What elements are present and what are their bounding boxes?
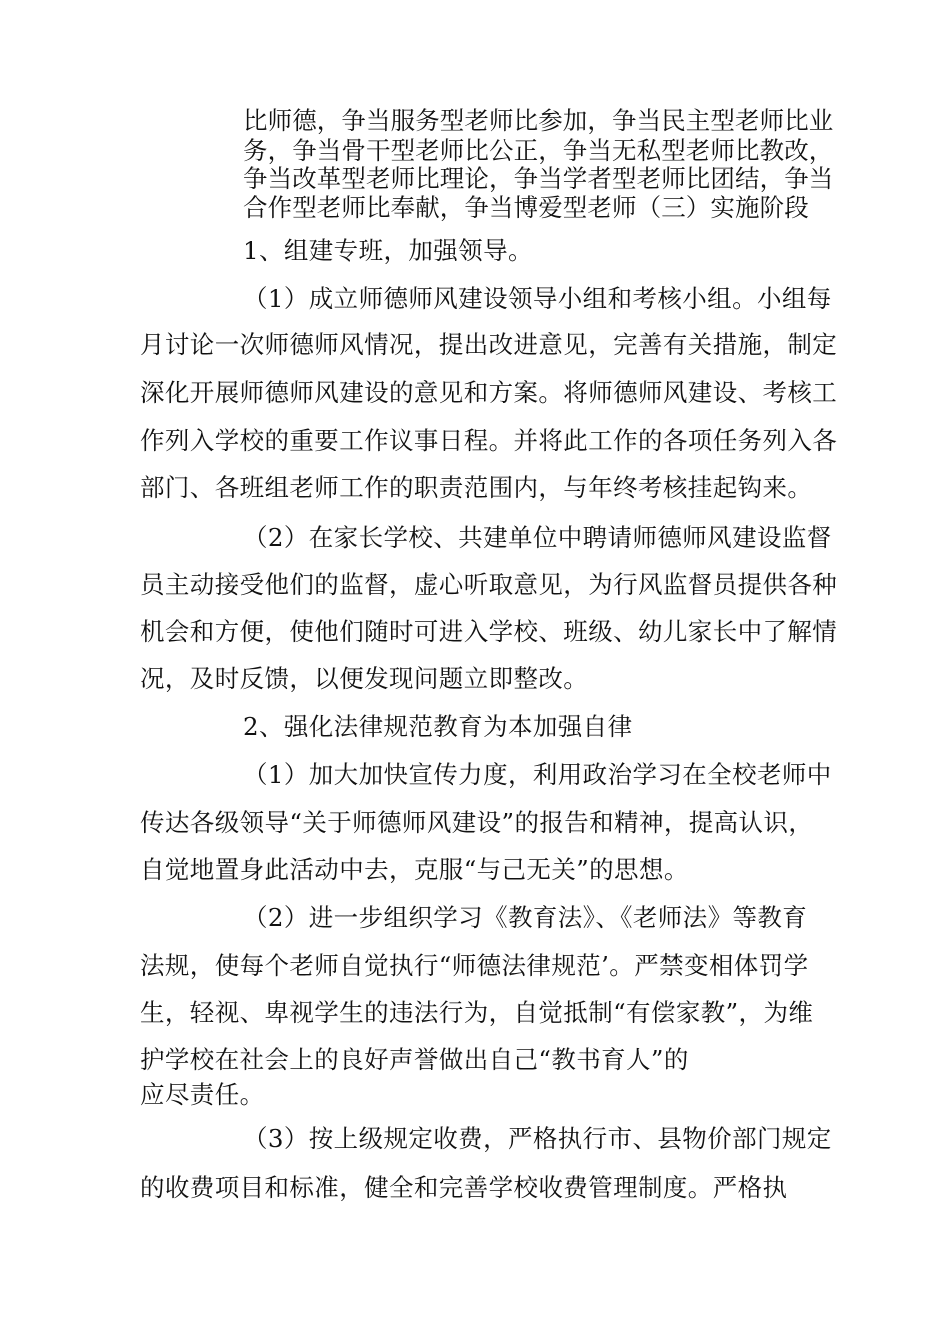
paragraph-line: 深化开展师德师风建设的意见和方案。将师德师风建设、考核工 xyxy=(140,378,838,407)
paragraph-line: （2）在家长学校、共建单位中聘请师德师风建设监督 xyxy=(243,523,832,552)
text-line: 比师德，争当服务型老师比参加，争当民主型老师比业 xyxy=(243,106,834,135)
text-line: 争当改革型老师比理论，争当学者型老师比团结，争当 xyxy=(243,164,834,193)
paragraph-line: （1）加大加快宣传力度，利用政治学习在全校老师中 xyxy=(243,760,832,789)
paragraph-line: 传达各级领导“关于师德师风建设”的报告和精神，提高认识， xyxy=(140,808,814,837)
paragraph-line: 机会和方便，使他们随时可进入学校、班级、幼儿家长中了解情 xyxy=(140,617,838,646)
paragraph-line: （1）成立师德师风建设领导小组和考核小组。小组每 xyxy=(243,284,832,313)
text-line: 合作型老师比奉献，争当博爱型老师（三）实施阶段 xyxy=(243,193,809,222)
paragraph-line: 应尽责任。 xyxy=(140,1080,265,1109)
section-heading: 2、强化法律规范教育为本加强自律 xyxy=(243,712,633,741)
paragraph-line: 生，轻视、卑视学生的违法行为，自觉抵制“有偿家教”，为维 xyxy=(140,998,814,1027)
paragraph-line: 月讨论一次师德师风情况，提出改进意见，完善有关措施，制定 xyxy=(140,330,838,359)
paragraph-line: 作列入学校的重要工作议事日程。并将此工作的各项任务列入各 xyxy=(140,426,838,455)
paragraph-line: 自觉地置身此活动中去，克服“与己无关”的思想。 xyxy=(140,855,689,884)
paragraph-line: （3）按上级规定收费，严格执行市、县物价部门规定 xyxy=(243,1124,832,1153)
paragraph-line: 部门、各班组老师工作的职责范围内，与年终考核挂起钩来。 xyxy=(140,473,813,502)
paragraph-line: 况，及时反馈，以便发现问题立即整改。 xyxy=(140,664,589,693)
text-line: 务，争当骨干型老师比公正，争当无私型老师比教改， xyxy=(243,136,834,165)
paragraph-line: 的收费项目和标准，健全和完善学校收费管理制度。严格执 xyxy=(140,1173,788,1202)
paragraph-line: 护学校在社会上的良好声誉做出自己“教书育人”的 xyxy=(140,1045,689,1074)
paragraph-line: 员主动接受他们的监督，虚心听取意见，为行风监督员提供各种 xyxy=(140,570,838,599)
paragraph-line: （2）进一步组织学习《教育法》、《老师法》等教育 xyxy=(243,903,808,932)
paragraph-line: 法规，使每个老师自觉执行“师德法律规范’。严禁变相体罚学 xyxy=(140,951,809,980)
section-heading: 1、组建专班，加强领导。 xyxy=(243,236,533,265)
